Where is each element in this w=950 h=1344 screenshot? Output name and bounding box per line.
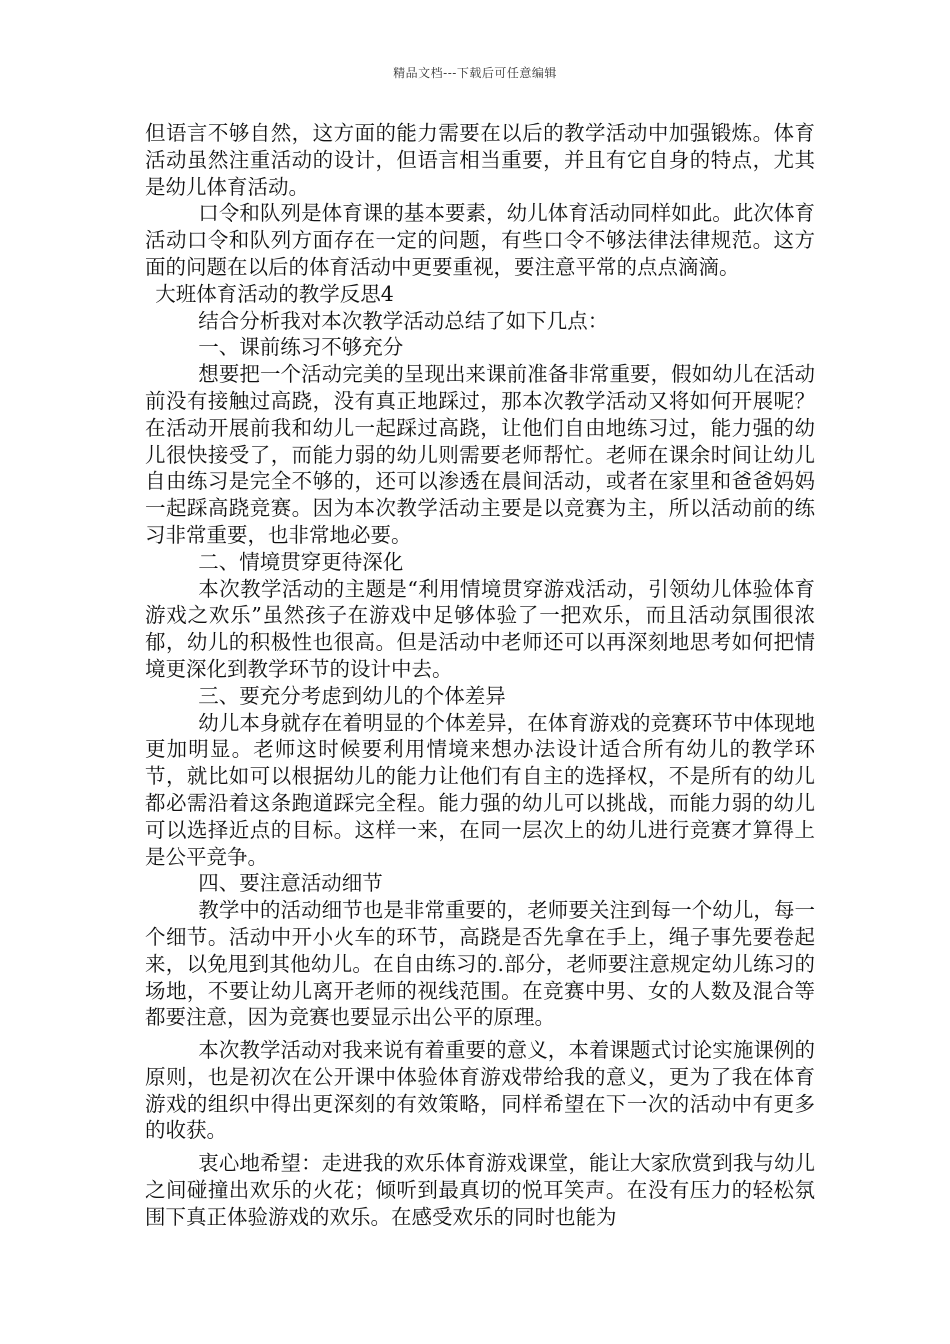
paragraph-point-3: 幼儿本身就存在着明显的个体差异，在体育游戏的竞赛环节中体现地更加明显。老师这时候要利用情境来想办法设计适合所有幼儿的教学环节，就比如可以根据幼儿的能力让他们有自主的选择权，不是所有的幼儿都必需沿着这条跑道踩完全程。能力强的幼儿可以挑战，而能力弱的幼儿可以选择近点的目标。这样一来，在同一层次上的幼儿进行竞赛才算得上是公平竞争。 <box>145 710 815 869</box>
heading-point-1: 一、课前练习不够充分 <box>198 335 404 360</box>
paragraph-significance: 本次教学活动对我来说有着重要的意义，本着课题式讨论实施课例的原则，也是初次在公开课中体验体育游戏带给我的意义，更为了我在体育游戏的组织中得出更深刻的有效策略，同样希望在下一次的活动中有更多的收获。 <box>145 1038 815 1143</box>
paragraph-point-2: 本次教学活动的主题是“利用情境贯穿游戏活动，引领幼儿体验体育游戏之欢乐”虽然孩子在游戏中足够体验了一把欢乐，而且活动氛围很浓郁，幼儿的积极性也很高。但是活动中老师还可以再深刻地思考如何把情境更深化到教学环节的设计中去。 <box>145 576 815 681</box>
paragraph-hope: 衷心地希望：走进我的欢乐体育游戏课堂，能让大家欣赏到我与幼儿之间碰撞出欢乐的火花；倾听到最真切的悦耳笑声。在没有压力的轻松氛围下真正体验游戏的欢乐。在感受欢乐的同时也能为 <box>145 1151 815 1229</box>
heading-point-2: 二、情境贯穿更待深化 <box>198 549 404 574</box>
paragraph-continuation: 但语言不够自然，这方面的能力需要在以后的教学活动中加强锻炼。体育活动虽然注重活动的设计，但语言相当重要，并且有它自身的特点，尤其是幼儿体育活动。 <box>145 121 815 199</box>
paragraph-drills: 口令和队列是体育课的基本要素，幼儿体育活动同样如此。此次体育活动口令和队列方面存在一定的问题，有些口令不够法律法律规范。这方面的问题在以后的体育活动中更要重视，要注意平常的点点滴滴。 <box>145 201 815 279</box>
section-title: 大班体育活动的教学反思4 <box>155 281 394 306</box>
document-body <box>145 120 815 1231</box>
paragraph-point-4: 教学中的活动细节也是非常重要的，老师要关注到每一个幼儿，每一个细节。活动中开小火车的环节，高跷是否先拿在手上，绳子事先要卷起来，以免甩到其他幼儿。在自由练习的.部分，老师要注意规定幼儿练习的场地，不要让幼儿离开老师的视线范围。在竞赛中男、女的人数及混合等都要注意，因为竞赛也要显示出公平的原理。 <box>145 898 815 1030</box>
paragraph-point-1: 想要把一个活动完美的呈现出来课前准备非常重要，假如幼儿在活动前没有接触过高跷，没有真正地踩过，那本次教学活动又将如何开展呢？在活动开展前我和幼儿一起踩过高跷，让他们自由地练习过，能力强的幼儿很快接受了，而能力弱的幼儿则需要老师帮忙。老师在课余时间让幼儿自由练习是完全不够的，还可以渗透在晨间活动，或者在家里和爸爸妈妈一起踩高跷竞赛。因为本次教学活动主要是以竞赛为主，所以活动前的练习非常重要，也非常地必要。 <box>145 362 815 547</box>
page-header: 精品文档---下载后可任意编辑 <box>393 66 557 80</box>
paragraph-intro: 结合分析我对本次教学活动总结了如下几点： <box>198 308 609 333</box>
heading-point-3: 三、要充分考虑到幼儿的个体差异 <box>198 683 506 708</box>
heading-point-4: 四、要注意活动细节 <box>198 871 383 896</box>
